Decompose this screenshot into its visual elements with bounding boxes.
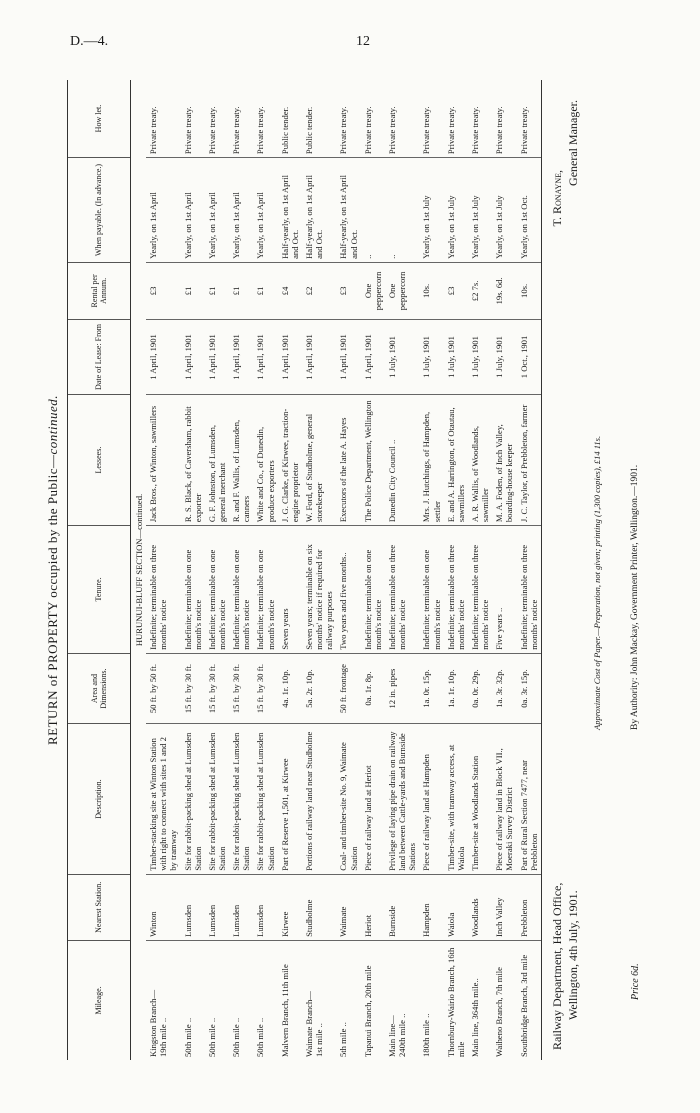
station-cell: Hampden <box>419 874 443 940</box>
area-cell: 50 ft. frontage <box>336 653 360 724</box>
tenure-cell: Five years .. <box>492 526 516 654</box>
cost-note: Approximate Cost of Paper.—Preparation, not given; printing (1,300 copies), £14 11s. <box>591 435 602 730</box>
footer <box>550 80 660 1060</box>
rental-cell: £4 <box>278 262 302 319</box>
col-header: Date of Lease: From <box>68 319 131 394</box>
lessees-cell: W. Ford, of Studholme, general storekeeper <box>302 395 336 526</box>
signatory-title: General Manager. <box>565 100 580 186</box>
rental-cell: £2 <box>302 262 336 319</box>
area-cell: 1a. 1r. 10p. <box>444 653 468 724</box>
station-cell: Inch Valley <box>492 874 516 940</box>
description-cell: Privilege of laying pipe drain on railway land between Cattle-yards and Burnside Stations <box>385 724 419 874</box>
howlet-cell: Public tender. <box>302 80 336 158</box>
rental-cell: One peppercorn <box>385 262 419 319</box>
property-table <box>67 80 542 1060</box>
lessees-cell: Executors of the late A. Hayes <box>336 395 360 526</box>
date-cell: 1 July, 1901 <box>492 319 516 394</box>
date-cell: 1 April, 1901 <box>278 319 302 394</box>
howlet-cell: Private treaty. <box>492 80 516 158</box>
area-cell: 1a. 3r. 32p. <box>492 653 516 724</box>
description-cell: Timber-site at Woodlands Station <box>468 724 492 874</box>
mileage-cell: 50th mile .. <box>255 1017 266 1057</box>
area-cell: 12 in. pipes <box>385 653 419 724</box>
description-cell: Site for rabbit-packing shed at Lumsden Station <box>253 724 277 874</box>
tenure-cell: Indefinite; terminable on one month's notice <box>361 526 385 654</box>
table-row <box>419 80 443 1060</box>
table-row <box>205 80 229 1060</box>
table-row <box>361 80 385 1060</box>
table-row <box>336 80 360 1060</box>
area-cell: 15 ft. by 30 ft. <box>253 653 277 724</box>
mileage-cell: 5th mile .. <box>338 1022 349 1057</box>
howlet-cell: Private treaty. <box>517 80 542 158</box>
area-cell: 15 ft. by 30 ft. <box>205 653 229 724</box>
howlet-cell: Private treaty. <box>146 80 180 158</box>
rental-cell: £3 <box>444 262 468 319</box>
rental-cell: £1 <box>181 262 205 319</box>
howlet-cell: Private treaty. <box>361 80 385 158</box>
office-line: Railway Department, Head Office, <box>549 882 564 1050</box>
rental-cell: £1 <box>253 262 277 319</box>
tenure-cell: Indefinite; terminable on three months' notice <box>517 526 542 654</box>
payable-cell: Yearly, on 1st April <box>181 158 205 263</box>
area-cell: 15 ft. by 30 ft. <box>181 653 205 724</box>
payable-cell: Yearly, on 1st July <box>492 158 516 263</box>
mileage-cell: 50th mile .. <box>231 1017 242 1057</box>
mileage-cell: Southbridge Branch, 3rd mile <box>517 940 542 1060</box>
payable-cell: .. <box>361 158 385 263</box>
col-header: Tenure. <box>68 526 131 654</box>
tenure-cell: Indefinite; terminable on three months' notice <box>468 526 492 654</box>
date-cell: 1 April, 1901 <box>181 319 205 394</box>
mileage-cell: Malvern Branch, 11th mile <box>279 964 290 1057</box>
lessees-cell: Dunedin City Council .. <box>385 395 419 526</box>
mileage-cell: Kingston Branch— 19th mile .. <box>148 989 169 1057</box>
table-row <box>385 80 419 1060</box>
description-cell: Site for rabbit-packing shed at Lumsden Station <box>229 724 253 874</box>
description-cell: Piece of railway land at Heriot <box>361 724 385 874</box>
tenure-cell: Indefinite; terminable on one month's notice <box>205 526 229 654</box>
lessees-cell: R. S. Black, of Caversham, rabbit exporter <box>181 395 205 526</box>
description-cell: Portions of railway land near Studholme <box>302 724 336 874</box>
howlet-cell: Private treaty. <box>336 80 360 158</box>
price-note: Price 6d. <box>629 963 641 1000</box>
description-cell: Timber-stacking site at Winton Station with right to connect with sites 1 and 2 by tramway <box>146 724 180 874</box>
section-row <box>131 80 147 1060</box>
description-cell: Part of Reserve 1,501, at Kirwee <box>278 724 302 874</box>
tenure-cell: Indefinite; terminable on three months' notice <box>385 526 419 654</box>
mileage-cell: Main line, 364th mile.. <box>469 978 480 1057</box>
signatory: T. Ronayne, <box>549 170 564 227</box>
howlet-cell: Private treaty. <box>419 80 443 158</box>
howlet-cell: Private treaty. <box>205 80 229 158</box>
station-cell: Winton <box>146 874 180 940</box>
tenure-cell: Two years and five months.. <box>336 526 360 654</box>
tenure-cell: Seven years; terminable on six months' notice if required for railway purposes <box>302 526 336 654</box>
area-cell: 0a. 3r. 15p. <box>517 653 542 724</box>
payable-cell: Half-yearly, on 1st April and Oct. <box>278 158 302 263</box>
tenure-cell: Indefinite; terminable on one month's notice <box>229 526 253 654</box>
area-cell: 4a. 1r. 10p. <box>278 653 302 724</box>
rental-cell: One peppercorn <box>361 262 385 319</box>
station-cell: Waimate <box>336 874 360 940</box>
payable-cell: Yearly, on 1st April <box>146 158 180 263</box>
col-header: Area and Dimensions. <box>68 653 131 724</box>
lessees-cell: Mrs. J. Hutchings, of Hampden, settler <box>419 395 443 526</box>
table-row <box>517 80 542 1060</box>
area-cell: 0a. 1r. 8p. <box>361 653 385 724</box>
mileage-cell: 180th mile .. <box>421 1013 432 1057</box>
page-number: 12 <box>356 34 370 49</box>
payable-cell: Yearly, on 1st July <box>444 158 468 263</box>
table-row <box>253 80 277 1060</box>
lessees-cell: E. and A. Harrington, of Otautau, sawmillers <box>444 395 468 526</box>
date-cell: 1 July, 1901 <box>444 319 468 394</box>
table-row <box>444 80 468 1060</box>
payable-cell: Yearly, on 1st April <box>229 158 253 263</box>
station-cell: Kirwee <box>278 874 302 940</box>
payable-cell: Yearly, on 1st April <box>205 158 229 263</box>
area-cell: 0a. 0r. 29p. <box>468 653 492 724</box>
station-cell: Lumsden <box>205 874 229 940</box>
rental-cell: £1 <box>229 262 253 319</box>
section-heading: HURUNUI-BLUFF SECTION—continued. <box>134 493 144 647</box>
tenure-cell: Indefinite; terminable on one month's notice <box>181 526 205 654</box>
date-cell: 1 July, 1901 <box>419 319 443 394</box>
rental-cell: £1 <box>205 262 229 319</box>
rotated-table-block <box>45 80 645 1060</box>
description-cell: Site for rabbit-packing shed at Lumsden Station <box>181 724 205 874</box>
table-row <box>468 80 492 1060</box>
station-cell: Prebbleton <box>517 874 542 940</box>
howlet-cell: Private treaty. <box>229 80 253 158</box>
return-title <box>45 80 61 1060</box>
mileage-cell: 50th mile .. <box>206 1017 217 1057</box>
col-header: Rental per Annum. <box>68 262 131 319</box>
col-header: When payable. (In advance.) <box>68 158 131 263</box>
date-cell: 1 July, 1901 <box>468 319 492 394</box>
station-cell: Waiola <box>444 874 468 940</box>
lessees-cell: White and Co., of Dunedin, produce exporters <box>253 395 277 526</box>
rental-cell: 19s. 6d. <box>492 262 516 319</box>
printer-authority: By Authority: John Mackay, Government Printer, Wellington.—1901. <box>629 464 640 730</box>
mileage-cell: Waiheno Branch, 7th mile <box>494 967 505 1057</box>
station-cell: Heriot <box>361 874 385 940</box>
tenure-cell: Indefinite; terminable on one month's notice <box>253 526 277 654</box>
howlet-cell: Private treaty. <box>444 80 468 158</box>
area-cell: 15 ft. by 30 ft. <box>229 653 253 724</box>
payable-cell: Half-yearly, on 1st April and Oct. <box>336 158 360 263</box>
description-cell: Site for rabbit-packing shed at Lumsden Station <box>205 724 229 874</box>
payable-cell: .. <box>385 158 419 263</box>
table-row <box>492 80 516 1060</box>
payable-cell: Yearly, on 1st July <box>419 158 443 263</box>
tenure-cell: Indefinite; terminable on three months' notice <box>444 526 468 654</box>
date-cell: 1 Oct., 1901 <box>517 319 542 394</box>
howlet-cell: Private treaty. <box>181 80 205 158</box>
description-cell: Piece of railway land at Hampden <box>419 724 443 874</box>
lessees-cell: J. C. Taylor, of Prebbleton, farmer <box>517 395 542 526</box>
area-cell: 1a. 0r. 15p. <box>419 653 443 724</box>
area-cell: 50 ft. by 50 ft. <box>146 653 180 724</box>
page-ref: D.—4. <box>70 34 109 49</box>
tenure-cell: Indefinite; terminable on one month's notice <box>419 526 443 654</box>
rental-cell: £2 7s. <box>468 262 492 319</box>
date-cell: 1 April, 1901 <box>205 319 229 394</box>
col-header: Nearest Station. <box>68 874 131 940</box>
col-header: Description. <box>68 724 131 874</box>
col-header: Mileage. <box>68 940 131 1060</box>
title-main: RETURN of PROPERTY occupied by the Public— <box>45 454 60 746</box>
date-cell: 1 April, 1901 <box>253 319 277 394</box>
col-header: Lessees. <box>68 395 131 526</box>
table-row <box>302 80 336 1060</box>
date-cell: 1 April, 1901 <box>146 319 180 394</box>
rental-cell: £3 <box>336 262 360 319</box>
title-continued: continued. <box>45 394 60 455</box>
mileage-cell: Main line— 240th mile .. <box>386 1013 408 1057</box>
date-cell: 1 July, 1901 <box>385 319 419 394</box>
mileage-cell: Waimate Branch— 1st mile .. <box>303 991 325 1057</box>
rental-cell: 10s. <box>419 262 443 319</box>
col-header: How let. <box>68 80 131 158</box>
description-cell: Timber-site, with tramway access, at Waiola <box>444 724 468 874</box>
rental-cell: 10s. <box>517 262 542 319</box>
howlet-cell: Private treaty. <box>385 80 419 158</box>
station-cell: Lumsden <box>253 874 277 940</box>
howlet-cell: Public tender. <box>278 80 302 158</box>
lessees-cell: The Police Department, Wellington <box>361 395 385 526</box>
date-cell: 1 April, 1901 <box>336 319 360 394</box>
howlet-cell: Private treaty. <box>253 80 277 158</box>
date-line: Wellington, 4th July, 1901. <box>565 890 580 1020</box>
tenure-cell: Indefinite; terminable on three months' notice <box>146 526 180 654</box>
date-cell: 1 April, 1901 <box>229 319 253 394</box>
howlet-cell: Private treaty. <box>468 80 492 158</box>
table-row <box>181 80 205 1060</box>
lessees-cell: J. G. Clarke, of Kirwee, traction-engine proprietor <box>278 395 302 526</box>
station-cell: Lumsden <box>181 874 205 940</box>
date-cell: 1 April, 1901 <box>302 319 336 394</box>
mileage-cell: 50th mile .. <box>182 1017 193 1057</box>
rental-cell: £3 <box>146 262 180 319</box>
date-cell: 1 April, 1901 <box>361 319 385 394</box>
payable-cell: Yearly, on 1st April <box>253 158 277 263</box>
lessees-cell: A. R. Wallis, of Woodlands, sawmiller <box>468 395 492 526</box>
payable-cell: Yearly, on 1st Oct. <box>517 158 542 263</box>
table-row <box>146 80 180 1060</box>
description-cell: Part of Rural Section 7477, near Prebbleton <box>517 724 542 874</box>
table-row <box>229 80 253 1060</box>
payable-cell: Yearly, on 1st July <box>468 158 492 263</box>
station-cell: Burnside <box>385 874 419 940</box>
station-cell: Studholme <box>302 874 336 940</box>
station-cell: Woodlands <box>468 874 492 940</box>
description-cell: Coal- and timber-site No. 9, Waimate Station <box>336 724 360 874</box>
tenure-cell: Seven years <box>278 526 302 654</box>
mileage-cell: Thornbury-Wairio Branch, 16th mile <box>445 947 466 1057</box>
description-cell: Piece of railway land in Block VII., Moeraki Survey District <box>492 724 516 874</box>
lessees-cell: G. F. Johnston, of Lumsden, general merchant <box>205 395 229 526</box>
mileage-cell: Tapanui Branch, 20th mile <box>362 965 373 1057</box>
table-row <box>278 80 302 1060</box>
header-row <box>68 80 131 1060</box>
lessees-cell: Jack Bros., of Winton, sawmillers <box>146 395 180 526</box>
payable-cell: Half-yearly, on 1st April and Oct. <box>302 158 336 263</box>
lessees-cell: R. and F. Wallis, of Lumsden, canners <box>229 395 253 526</box>
area-cell: 5a. 2r. 10p. <box>302 653 336 724</box>
station-cell: Lumsden <box>229 874 253 940</box>
lessees-cell: M. A. Foden, of Inch Valley, boarding-house keeper <box>492 395 516 526</box>
